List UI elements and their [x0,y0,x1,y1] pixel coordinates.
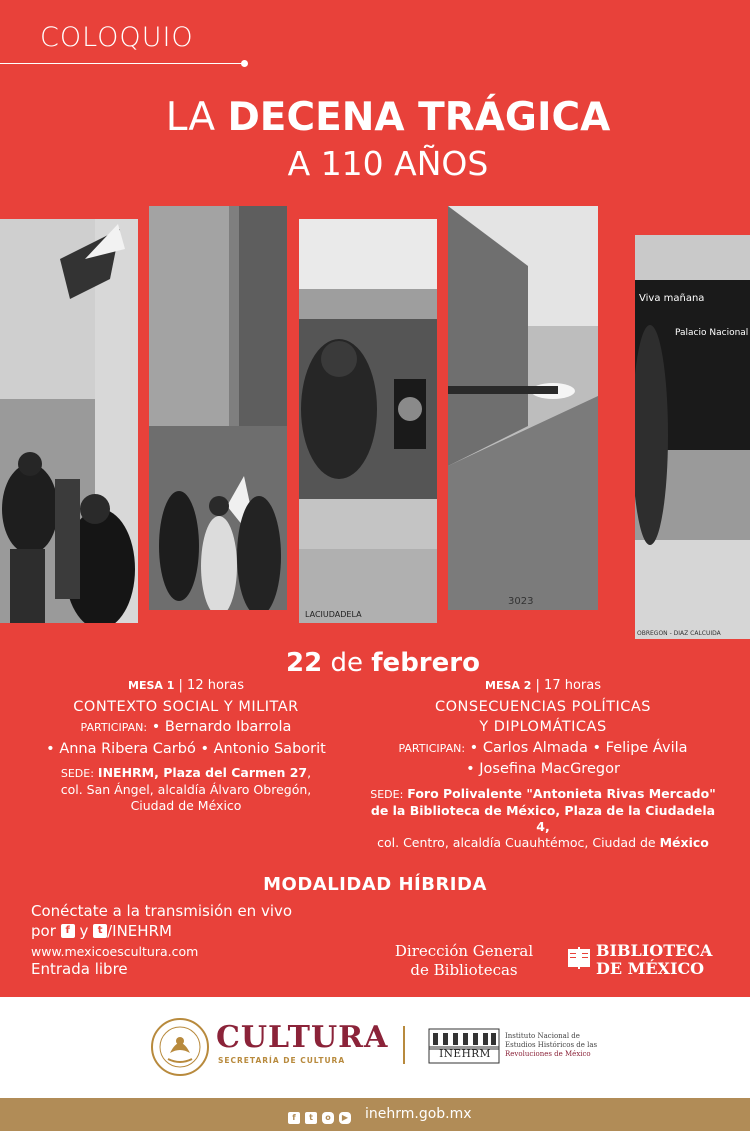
mexico-seal-icon [150,1017,210,1077]
inehrm-institute: Instituto Nacional de Estudios Históricos de las Revoluciones de México [505,1032,598,1058]
mesa-2-participants-2: • Josefina MacGregor [466,761,620,777]
stream-text: Conéctate a la transmisión en vivo [31,902,293,920]
mesa-1-sede: SEDE: INEHRM, Plaza del Carmen 27, col. San Ángel, alcaldía Álvaro Obregón, Ciudad de México [60,765,312,813]
header-rule [0,63,244,64]
photo-caption-4: 3023 [508,596,534,607]
secretaria-label: SECRETARÍA DE CULTURA [218,1056,346,1065]
footer-social-icons [288,1107,356,1126]
por-text: por [31,922,56,940]
mesa-1-participants-2: • Anna Ribera Carbó • Antonio Saborit [46,740,326,757]
mesa-2-sede: SEDE: Foro Polivalente "Antonieta Rivas Mercado" de la Biblioteca de México, Plaza de la Ciudadela 4, col. Centro, alcaldía Cuauhtémoc, Ciudad de México [370,785,716,850]
photo-strip-1 [0,219,138,623]
photo-caption-3: LACIUDADELA [305,610,362,619]
logo-divider [403,1026,405,1064]
mesa-1-participants: PARTICIPAN: • Bernardo Ibarrola [80,719,292,735]
mesa-1 [28,676,344,814]
biblioteca-mexico-logo: BIBLIOTECA DE MÉXICO [596,941,713,978]
event-date: 22 de febrero [286,648,480,678]
event-subtitle: A 110 AÑOS [287,144,489,183]
instagram-icon[interactable]: o [322,1112,334,1124]
photo-strip-3 [299,219,437,623]
mesa-2-topic-2: Y DIPLOMÁTICAS [479,719,607,735]
social-handle[interactable]: /INEHRM [107,922,172,940]
website-link[interactable]: www.mexicoescultura.com [31,944,199,959]
mesa-1-time: MESA 1 | 12 horas [128,678,244,693]
mesa-2 [368,676,718,851]
y-text: y [79,922,89,940]
photo-caption-5: OBREGON - DIAZ CALCUIDA [637,630,721,637]
twitter-icon[interactable]: t [93,924,107,938]
youtube-icon[interactable]: ▶ [339,1112,351,1124]
book-icon [567,945,591,971]
entrada-libre: Entrada libre [31,960,128,978]
header-rule-dot [241,60,248,67]
direccion-general-logo: Dirección General de Bibliotecas [394,942,534,979]
mesa-1-topic: CONTEXTO SOCIAL Y MILITAR [73,698,299,715]
photo-strip-2 [149,206,287,610]
inehrm-logo: INEHRM [439,1048,491,1060]
photo-strip-5 [635,235,750,639]
coloquio-label: COLOQUIO [40,22,194,53]
stream-info [31,901,292,941]
facebook-icon[interactable]: f [288,1112,300,1124]
event-title: LA DECENA TRÁGICA [165,95,611,140]
modalidad-label: MODALIDAD HÍBRIDA [263,874,487,895]
footer-url[interactable]: inehrm.gob.mx [365,1106,472,1122]
twitter-icon[interactable]: t [305,1112,317,1124]
photo-graffiti-2: Palacio Nacional [675,328,749,338]
photo-graffiti-1: Viva mañana [639,293,705,304]
mesa-2-participants: PARTICIPAN: • Carlos Almada • Felipe Ávila [398,739,688,756]
cultura-logo: CULTURA [216,1020,389,1055]
mesa-2-time: MESA 2 | 17 horas [485,678,601,693]
facebook-icon[interactable]: f [61,924,75,938]
mesa-2-topic: CONSECUENCIAS POLÍTICAS [434,698,652,715]
photo-strip-4 [448,206,598,610]
